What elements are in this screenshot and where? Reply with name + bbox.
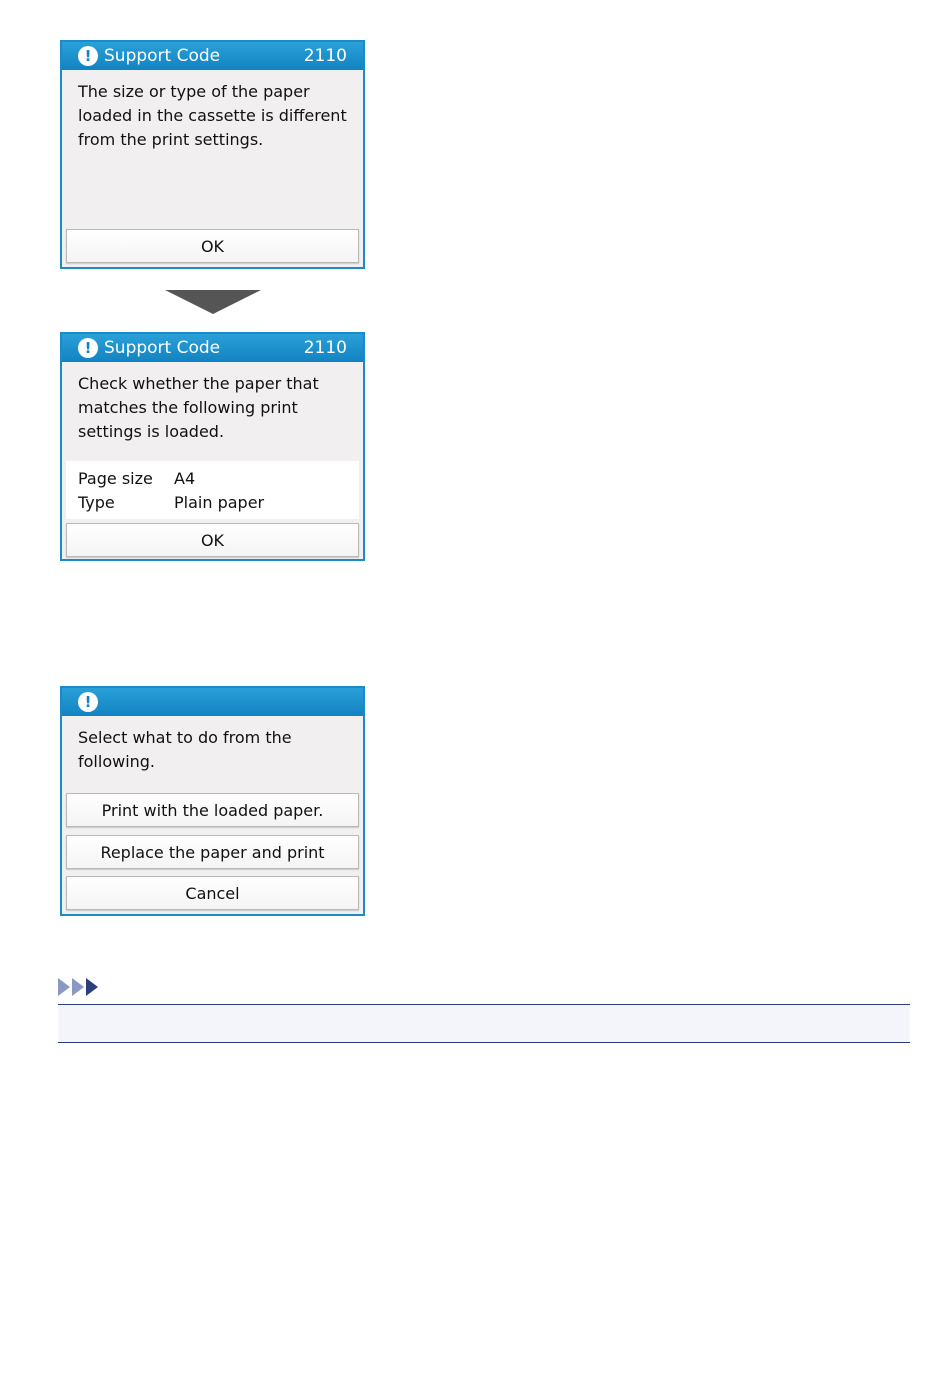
print-with-loaded-paper-button[interactable]: Print with the loaded paper.	[66, 793, 359, 827]
ok-button[interactable]: OK	[66, 229, 359, 263]
title-label: Support Code	[104, 338, 221, 358]
support-code-number: 2110	[303, 338, 347, 358]
note-box	[58, 1004, 910, 1043]
setting-row-page-size	[78, 467, 347, 491]
alert-icon: !	[78, 46, 98, 66]
setting-key: Type	[78, 493, 115, 512]
title-bar	[62, 42, 363, 70]
support-code-number: 2110	[303, 46, 347, 66]
cancel-button[interactable]: Cancel	[66, 876, 359, 910]
setting-value: A4	[174, 469, 196, 488]
ok-button[interactable]: OK	[66, 523, 359, 557]
setting-value: Plain paper	[174, 493, 265, 512]
select-message: Select what to do from the following.	[78, 728, 292, 771]
support-code-screen-2	[60, 332, 365, 561]
select-action-screen	[60, 686, 365, 916]
note-chevrons-icon	[58, 978, 100, 996]
check-message: Check whether the paper that matches the following print settings is loaded.	[78, 374, 319, 441]
chevron-right-icon	[72, 978, 84, 996]
support-code-screen-1	[60, 40, 365, 269]
setting-row-type	[78, 491, 347, 515]
replace-paper-and-print-button[interactable]: Replace the paper and print	[66, 835, 359, 869]
setting-key: Page size	[78, 469, 153, 488]
title-label: Support Code	[104, 46, 221, 66]
alert-icon: !	[78, 338, 98, 358]
down-arrow-icon	[165, 290, 261, 314]
title-bar	[62, 688, 363, 716]
title-bar	[62, 334, 363, 362]
error-message: The size or type of the paper loaded in the cassette is different from the print settings.	[78, 82, 347, 149]
print-settings-panel	[66, 461, 359, 519]
chevron-right-icon	[58, 978, 70, 996]
chevron-right-icon	[86, 978, 98, 996]
alert-icon: !	[78, 692, 98, 712]
